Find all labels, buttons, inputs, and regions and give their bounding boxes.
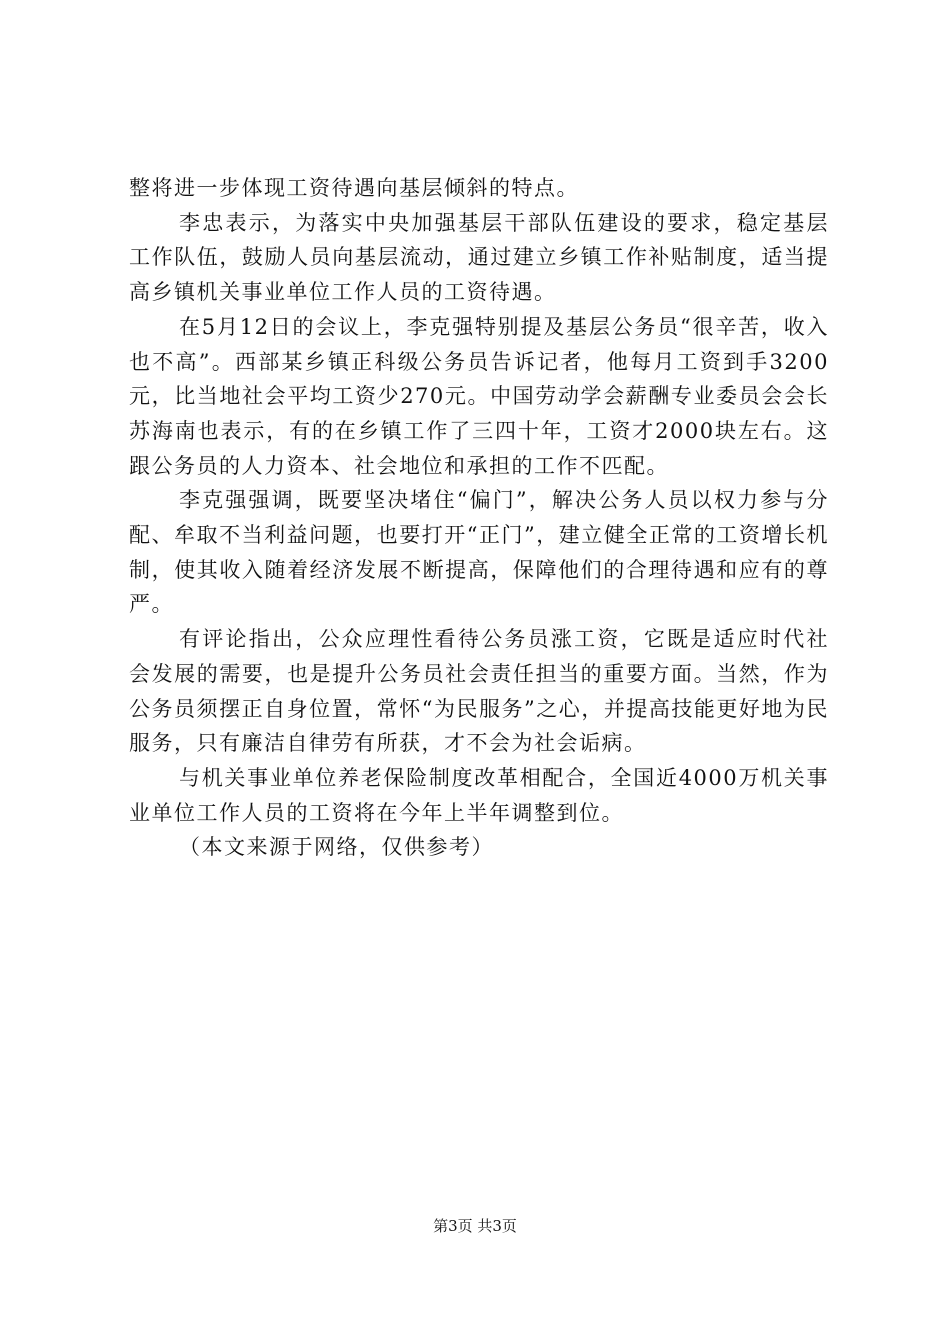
page-number: 第3页 共3页 <box>433 1217 517 1235</box>
paragraph-continuation: 整将进一步体现工资待遇向基层倾斜的特点。 <box>129 176 579 200</box>
paragraph-meeting: 在5月12日的会议上，李克强特别提及基层公务员“很辛苦，收入也不高”。西部某乡镇正科级公务员告诉记者，他每月工资到手3200元，比当地社会平均工资少270元。中国劳动学会薪酬专业委员会会长苏海南也表示，有的在乡镇工作了三四十年，工资才2000块左右。这跟公务员的人力资本、社会地位和承担的工作不匹配。 <box>129 314 829 478</box>
paragraph-source-note: （本文来源于网络，仅供参考） <box>179 835 494 860</box>
paragraph-li-zhong: 李忠表示，为落实中央加强基层干部队伍建设的要求，稳定基层工作队伍，鼓励人员向基层流动，通过建立乡镇工作补贴制度，适当提高乡镇机关事业单位工作人员的工资待遇。 <box>129 210 829 305</box>
article-body <box>129 171 829 865</box>
paragraph-commentary: 有评论指出，公众应理性看待公务员涨工资，它既是适应时代社会发展的需要，也是提升公务员社会责任担当的重要方面。当然，作为公务员须摆正自身位置，常怀“为民服务”之心，并提高技能更好地为民服务，只有廉洁自律劳有所获，才不会为社会诟病。 <box>129 627 829 756</box>
paragraph-pension-reform: 与机关事业单位养老保险制度改革相配合，全国近4000万机关事业单位工作人员的工资将在今年上半年调整到位。 <box>129 765 829 825</box>
paragraph-li-keqiang: 李克强强调，既要坚决堵住“偏门”，解决公务人员以权力参与分配、牟取不当利益问题，也要打开“正门”，建立健全正常的工资增长机制，使其收入随着经济发展不断提高，保障他们的合理待遇和应有的尊严。 <box>129 488 829 617</box>
